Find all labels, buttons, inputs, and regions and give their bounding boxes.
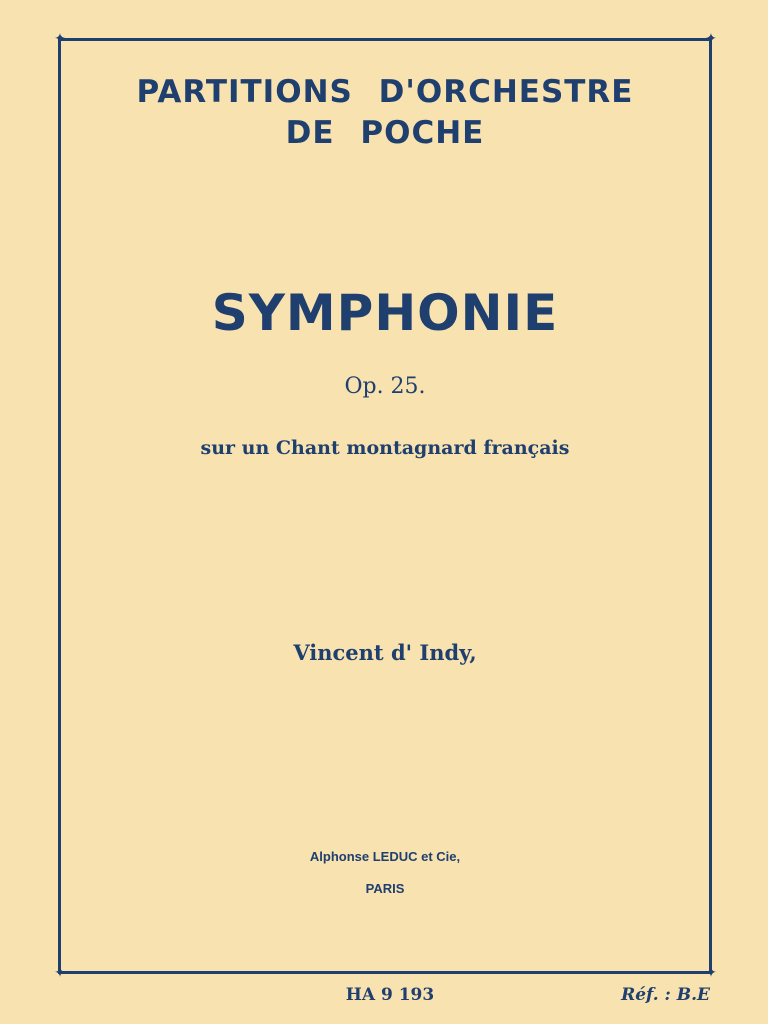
corner-ornament-icon: ✦ — [705, 31, 717, 47]
corner-ornament-icon: ✦ — [54, 31, 66, 47]
frame-top-border — [58, 38, 712, 41]
corner-ornament-icon: ✦ — [705, 965, 717, 981]
publisher-city: PARIS — [365, 881, 405, 896]
frame-bottom-border — [58, 971, 712, 974]
frame-right-border — [709, 38, 712, 974]
reference-code: Réf. : B.E — [621, 985, 710, 1005]
work-title: SYMPHONIE — [211, 284, 559, 342]
composer-name: Vincent d' Indy, — [293, 640, 477, 665]
series-title-line-2: DE POCHE — [285, 115, 485, 151]
work-subtitle: sur un Chant montagnard français — [200, 437, 570, 459]
publisher-name: Alphonse LEDUC et Cie, — [309, 849, 461, 864]
opus-number: Op. 25. — [344, 374, 426, 399]
corner-ornament-icon: ✦ — [54, 965, 66, 981]
series-title-line-1: PARTITIONS D'ORCHESTRE — [136, 74, 634, 110]
frame-left-border — [58, 38, 61, 974]
catalog-number: HA 9 193 — [345, 985, 435, 1005]
